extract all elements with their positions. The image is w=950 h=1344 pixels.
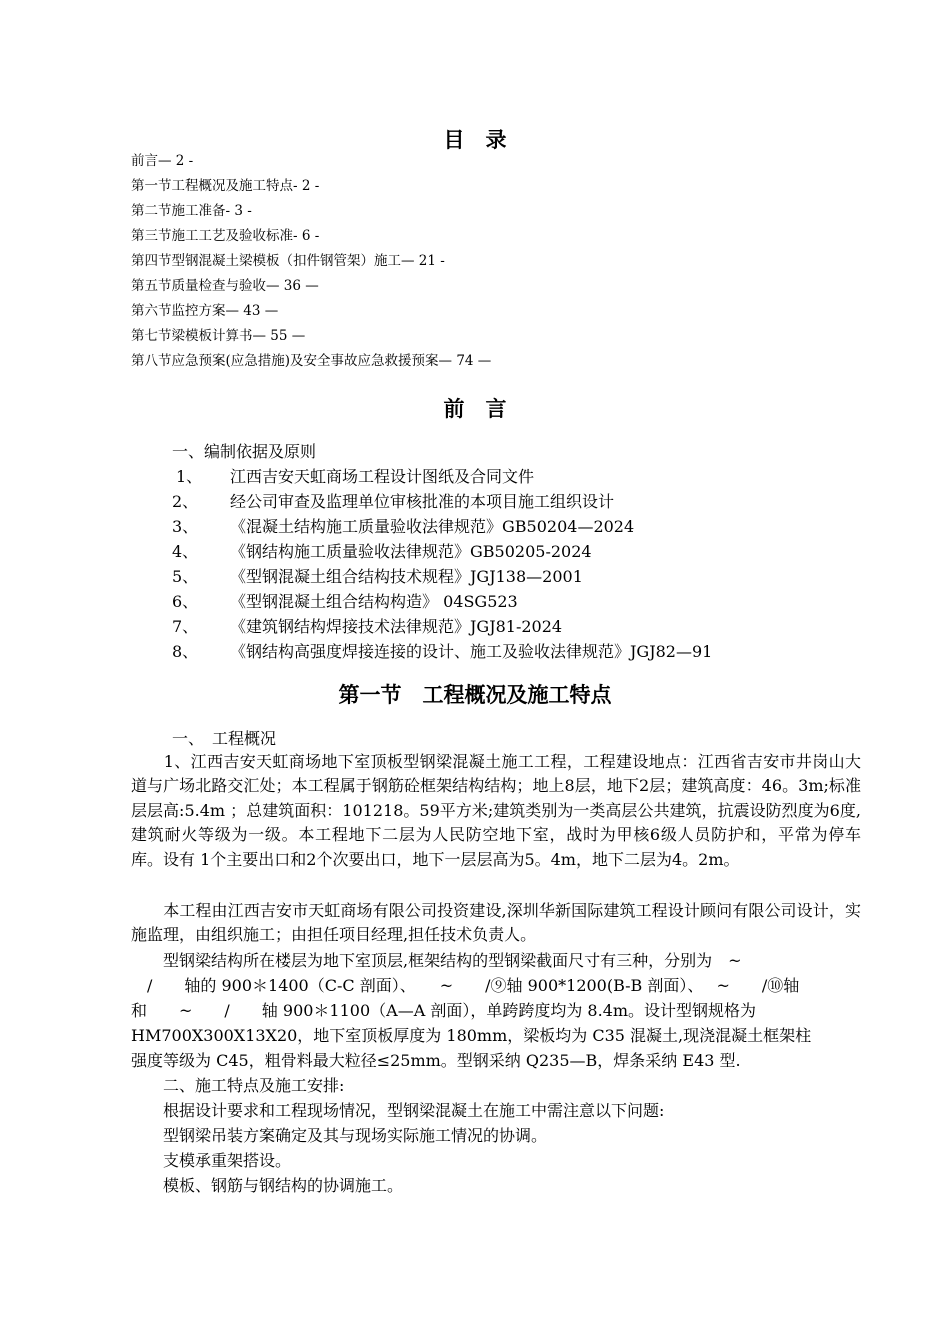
ref-text: 《钢结构高强度焊接连接的设计、施工及验收法律规范》JGJ82—91 — [230, 642, 713, 661]
body-line: 和 ~ / 轴 900＊1100（A—A 剖面），单跨跨度均为 8.4m。设计型钢规格为 — [131, 1001, 757, 1020]
body-line: HM700X300X13X20，地下室顶板厚度为 180mm，梁板均为 C35 混凝土,现浇混凝土框架柱 — [131, 1026, 812, 1045]
body-paragraph: 本工程由江西吉安市天虹商场有限公司投资建设,深圳华新国际建筑工程设计顾问有限公司设计，实施监理，由组织施工；由担任项目经理,担任技术负责人。 — [131, 901, 861, 945]
body-line: 根据设计要求和工程现场情况，型钢梁混凝土在施工中需注意以下问题: — [131, 1101, 665, 1120]
ref-number: 1、 — [176, 467, 203, 486]
body-paragraph: 1、江西吉安天虹商场地下室顶板型钢梁混凝土施工工程，工程建设地点：江西省吉安市井岗山大道与广场北路交汇处；本工程属于钢筋砼框架结构结构；地上8层，地下2层；建筑高度：46。3m;标准层层高:5.4m ；总建筑面积：101218。59平方米;建筑类别为一类高层公共建筑，抗震设防烈度为6度,建筑耐火等级为一级。本工程地下二层为人民防空地下室，战时为甲核6级人员防护和，平常为停车库。设有 1个主要出口和2个次要出口，地下一层层高为5。4m，地下二层为4。2m。 — [131, 752, 861, 869]
ref-text: 《建筑钢结构焊接技术法律规范》JGJ81-2024 — [230, 617, 563, 636]
ref-number: 7、 — [172, 617, 199, 636]
toc-entry: 第一节工程概况及施工特点- 2 - — [131, 178, 320, 194]
preface-subheading: 一、编制依据及原则 — [172, 442, 317, 461]
section-title: 第一节 工程概况及施工特点 — [338, 683, 612, 707]
ref-number: 2、 — [172, 492, 199, 511]
toc-entry: 第二节施工准备- 3 - — [131, 203, 252, 219]
ref-text: 江西吉安天虹商场工程设计图纸及合同文件 — [230, 467, 535, 486]
toc-entry: 第五节质量检查与验收— 36 — — [131, 278, 319, 294]
toc-entry: 第六节监控方案— 43 — — [131, 303, 279, 319]
ref-number: 8、 — [172, 642, 199, 661]
ref-number: 3、 — [172, 517, 199, 536]
body-line: 支模承重架搭设。 — [131, 1151, 292, 1170]
ref-number: 5、 — [172, 567, 199, 586]
toc-entry: 第三节施工工艺及验收标准- 6 - — [131, 228, 320, 244]
ref-text: 《钢结构施工质量验收法律规范》GB50205-2024 — [230, 542, 592, 561]
body-line: 模板、钢筋与钢结构的协调施工。 — [131, 1176, 404, 1195]
ref-text: 《型钢混凝土组合结构技术规程》JGJ138—2001 — [230, 567, 583, 586]
toc-title: 目 录 — [443, 128, 507, 152]
toc-entry: 第四节型钢混凝土梁模板（扣件钢管架）施工— 21 - — [131, 253, 445, 269]
ref-text: 经公司审查及监理单位审核批准的本项目施工组织设计 — [230, 492, 615, 511]
preface-title: 前 言 — [443, 397, 507, 421]
toc-entry: 前言— 2 - — [131, 153, 194, 169]
section-subheading: 一、 工程概况 — [172, 729, 277, 748]
body-line: / 轴的 900＊1400（C-C 剖面）、 ~ /⑨轴 900*1200(B-B 剖面）、 ~ /⑩轴 — [131, 976, 800, 995]
ref-number: 6、 — [172, 592, 199, 611]
body-line: 强度等级为 C45，粗骨料最大粒径≤25mm。型钢采纳 Q235—B，焊条采纳 E43 型. — [131, 1051, 741, 1070]
ref-text: 《混凝土结构施工质量验收法律规范》GB50204—2024 — [230, 517, 635, 536]
section-subheading: 二、施工特点及施工安排: — [131, 1076, 345, 1095]
ref-text: 《型钢混凝土组合结构构造》 04SG523 — [230, 592, 518, 611]
toc-entry: 第八节应急预案(应急措施)及安全事故应急救援预案— 74 — — [131, 353, 492, 369]
body-line: 型钢梁结构所在楼层为地下室顶层,框架结构的型钢梁截面尺寸有三种，分别为 ~ — [131, 951, 742, 970]
ref-number: 4、 — [172, 542, 199, 561]
body-line: 型钢梁吊装方案确定及其与现场实际施工情况的协调。 — [131, 1126, 548, 1145]
toc-entry: 第七节梁模板计算书— 55 — — [131, 328, 306, 344]
